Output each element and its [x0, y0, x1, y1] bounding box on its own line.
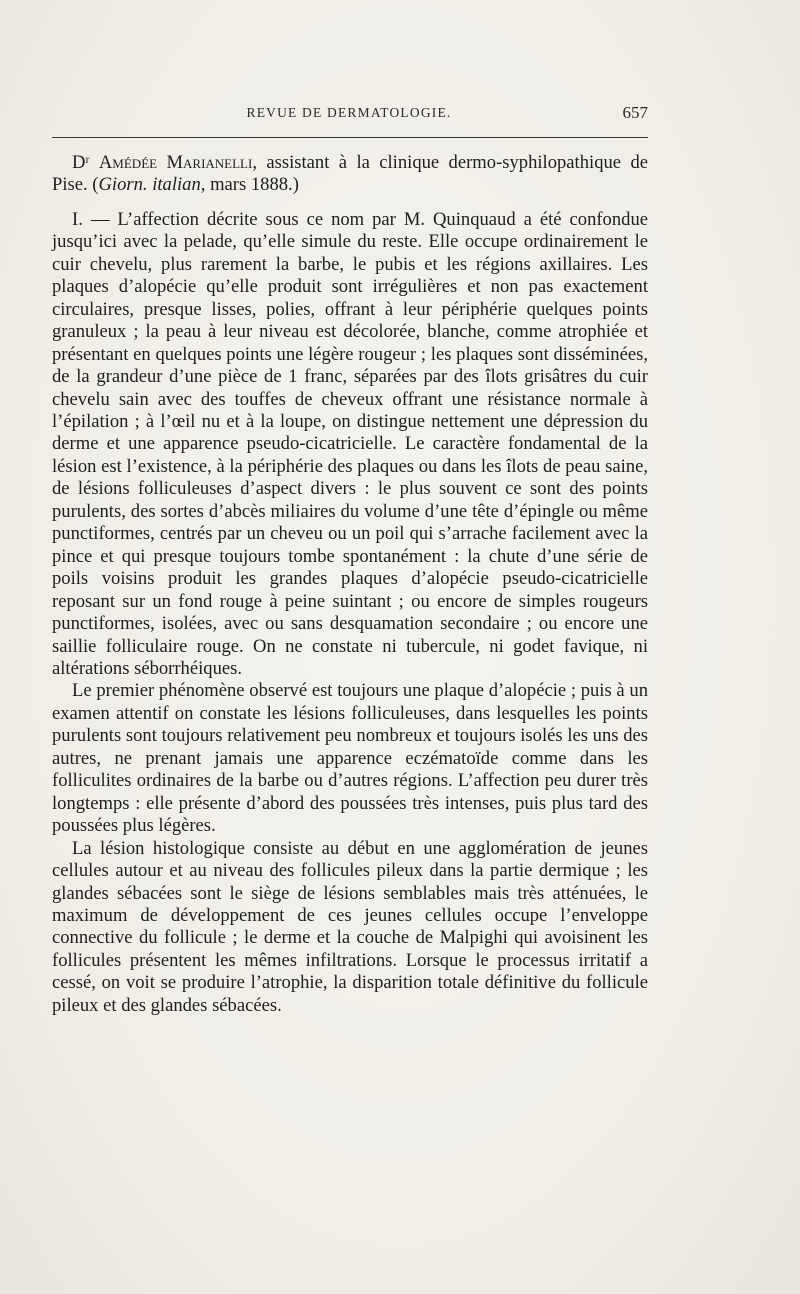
author-prefix: Dʳ — [72, 152, 99, 173]
article-body — [52, 152, 648, 1017]
citation — [52, 152, 648, 197]
affiliation: , assistant à la clinique dermo-syphilopathique de Pise. ( — [52, 152, 648, 196]
publication-date: , mars 1888.) — [200, 174, 299, 196]
paragraph-3: La lésion histologique consiste au début en une agglomération de jeunes cellules autour et au niveau des follicules pileux dans la partie dermique ; les glandes sébacées sont le siège de lésions semblables mais très atténuées, le maximum de développement de ces jeunes cellules occupe l’enveloppe connective du follicule ; le derme et la couche de Malpighi qui avoisinent les follicules présentent les mêmes infiltrations. Lorsque le processus irritatif a cessé, on voit se produire l’atrophie, la disparition totale définitive du follicule pileux et des glandes sébacées. — [52, 837, 648, 1016]
paragraph-gap — [52, 197, 648, 209]
author-name: Amédée Marianelli — [98, 152, 253, 173]
running-title: REVUE DE DERMATOLOGIE. — [246, 105, 452, 120]
header-rule — [52, 137, 648, 138]
paragraph-2: Le premier phénomène observé est toujours une plaque d’alopécie ; puis à un examen attentif on constate les lésions folliculeuses, dans lesquelles les points purulents sont toujours relativement peu nombreux et toujours isolés les uns des autres, ne prenant jamais une apparence eczématoïde comme dans les folliculites ordinaires de la barbe ou d’autres régions. L’affection peu durer très longtemps : elle présente d’abord des poussées très intenses, puis plus tard des poussées plus légères. — [52, 680, 648, 837]
paragraph-1: I. — L’affection décrite sous ce nom par M. Quinquaud a été confondue jusqu’ici avec la pelade, qu’elle simule du reste. Elle occupe ordinairement le cuir chevelu, plus rarement la barbe, le pubis et les régions axillaires. Les plaques d’alopécie qu’elle produit sont irrégulières et non pas exactement circulaires, presque lisses, polies, offrant à leur périphérie quelques points granuleux ; la peau à leur niveau est décolorée, blanche, comme atrophiée et présentant en quelques points une légère rougeur ; les plaques sont disséminées, de la grandeur d’une pièce de 1 franc, séparées par des îlots grisâtres du cuir chevelu sain avec des touffes de cheveux offrant une résistance normale à l’épilation ; à l’œil nu et à la loupe, on distingue nettement une dépression du derme et une apparence pseudo-cicatricielle. Le caractère fondamental de la lésion est l’existence, à la périphérie des plaques ou dans les îlots de peau saine, de lésions folliculeuses d’aspect divers : le plus souvent ce sont des points purulents, des sortes d’abcès miliaires du volume d’une tête d’épingle ou même punctiformes, centrés par un cheveu ou un poil qui s’arrache facilement avec la pince et qui presque toujours tombe spontanément : la chute d’une série de poils voisins produit les grandes plaques d’alopécie pseudo-cicatricielle reposant sur un fond rouge à peine suintant ; ou encore de simples rougeurs punctiformes, isolées, avec ou sans desquamation secondaire ; ou encore une saillie folliculaire rouge. On ne constate ni tubercule, ni godet favique, ni altérations séborrhéiques. — [52, 208, 648, 679]
journal-name: Giorn. italian — [98, 174, 201, 196]
page-header — [50, 105, 648, 127]
page-number: 657 — [622, 103, 648, 122]
